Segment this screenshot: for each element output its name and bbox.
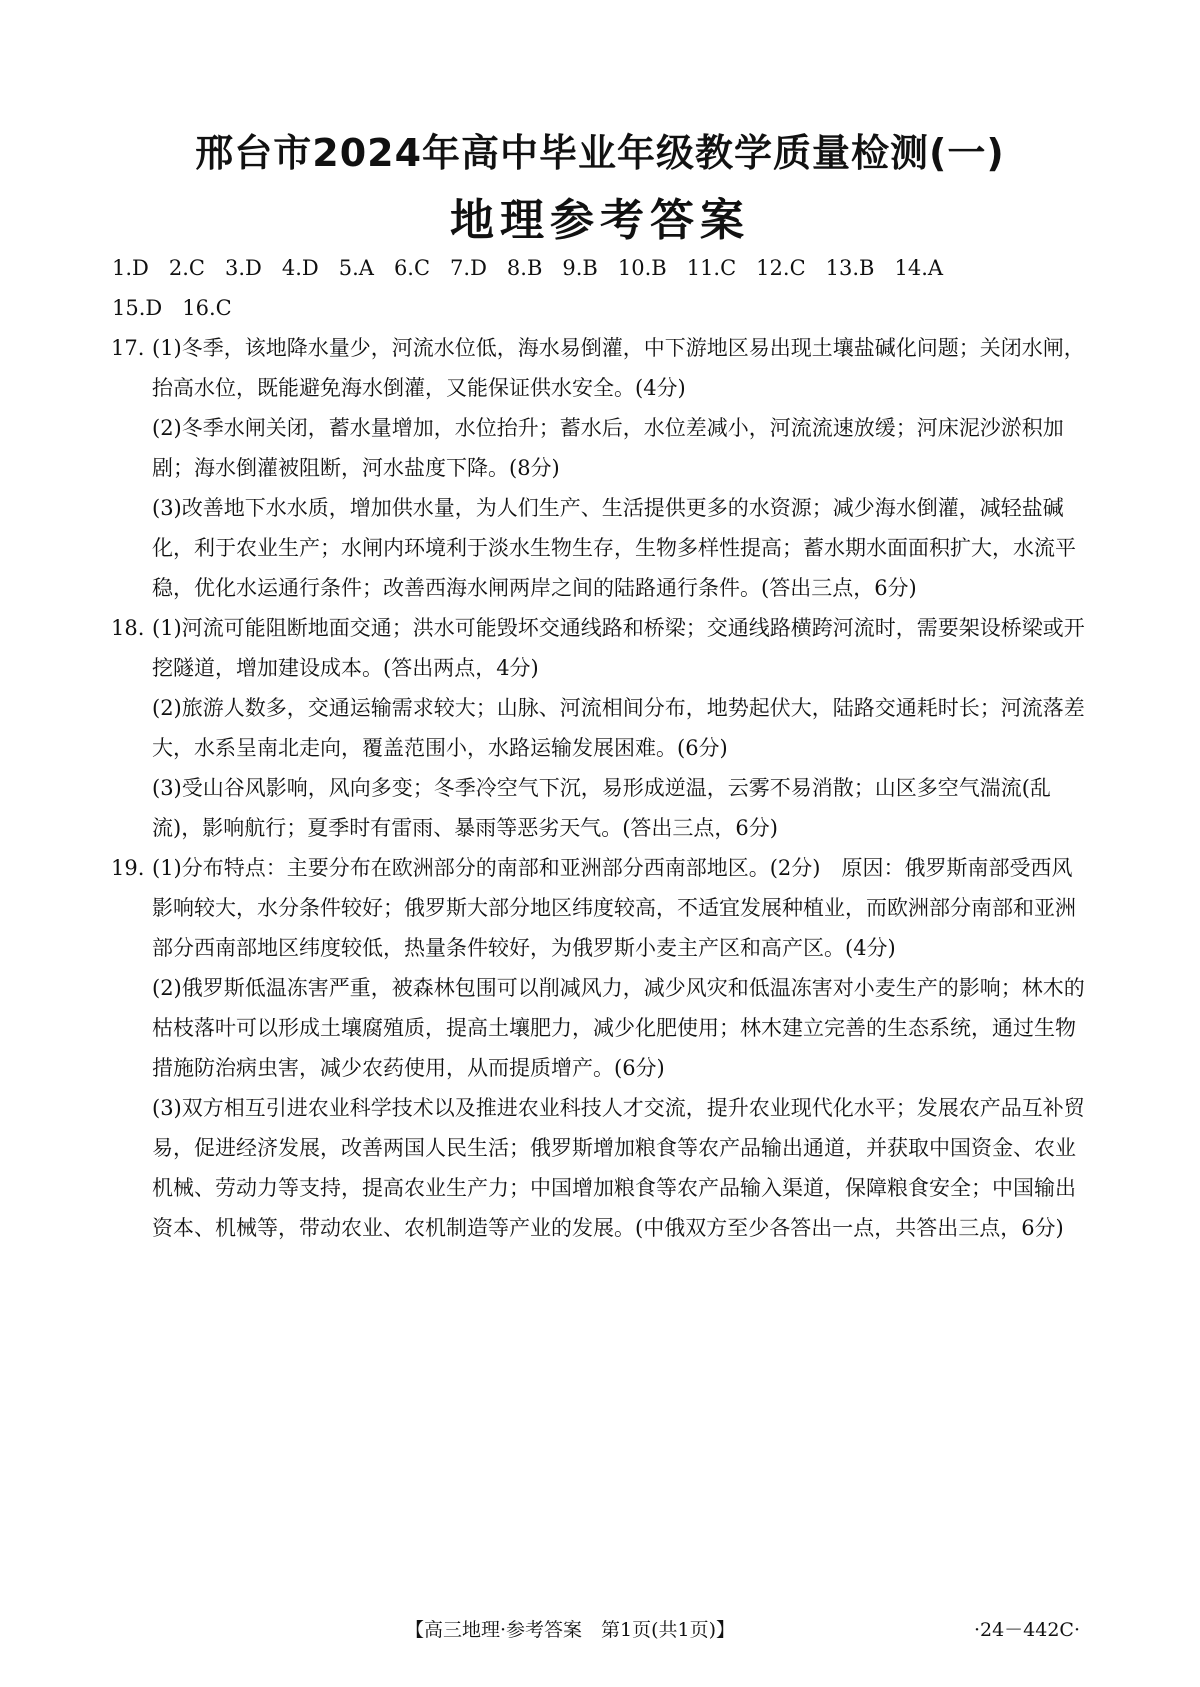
page-footer <box>0 1615 1200 1645</box>
mc-answer: 7.D <box>450 256 487 280</box>
mc-answer: 14.A <box>894 256 944 280</box>
mc-answer: 13.B <box>825 256 875 280</box>
question-number: 17. <box>111 336 145 360</box>
question-18-part-3: (3)受山谷风影响，风向多变；冬季冷空气下沉，易形成逆温，云雾不易消散；山区多空气湍流(乱流)，影响航行；夏季时有雷雨、暴雨等恶劣天气。(答出三点，6分) <box>152 776 1051 840</box>
mc-answer: 6.C <box>393 256 431 280</box>
question-18 <box>112 608 1092 848</box>
mc-answer: 9.B <box>562 256 598 280</box>
mc-answer: 2.C <box>168 256 205 280</box>
question-19-part-1: (1)分布特点：主要分布在欧洲部分的南部和亚洲部分西南部地区。(2分) 原因：俄罗斯南部受西风影响较大，水分条件较好；俄罗斯大部分地区纬度较高，不适宜发展种植业，而欧洲部分南部和亚洲部分西南部地区纬度较低，热量条件较好，为俄罗斯小麦主产区和高产区。(4分) <box>152 856 1076 960</box>
question-18-part-2: (2)旅游人数多，交通运输需求较大；山脉、河流相间分布，地势起伏大，陆路交通耗时长；河流落差大，水系呈南北走向，覆盖范围小，水路运输发展困难。(6分) <box>152 696 1085 760</box>
mc-answer: 16.C <box>182 296 232 320</box>
question-17-part-1: (1)冬季，该地降水量少，河流水位低，海水易倒灌，中下游地区易出现土壤盐碱化问题；关闭水闸，抬高水位，既能避免海水倒灌，又能保证供水安全。(4分) <box>152 336 1085 400</box>
question-number: 19. <box>111 856 145 880</box>
mc-answer: 10.B <box>617 256 667 280</box>
mc-answer: 5.A <box>338 256 374 280</box>
footer-document-code: ·24－442C· <box>973 1619 1080 1641</box>
mc-answers-row-2 <box>112 288 1092 328</box>
mc-answer: 8.B <box>506 256 543 280</box>
question-17-part-2: (2)冬季水闸关闭，蓄水量增加，水位抬升；蓄水后，水位差减小，河流流速放缓；河床泥沙淤积加剧；海水倒灌被阻断，河水盐度下降。(8分) <box>152 416 1064 480</box>
mc-answer: 3.D <box>224 256 262 280</box>
mc-answer: 11.C <box>686 256 737 280</box>
mc-answer: 4.D <box>281 256 319 280</box>
mc-answer: 1.D <box>112 256 149 280</box>
question-19 <box>112 848 1092 1248</box>
question-19-part-2: (2)俄罗斯低温冻害严重，被森林包围可以削减风力，减少风灾和低温冻害对小麦生产的影响；林木的枯枝落叶可以形成土壤腐殖质，提高土壤肥力，减少化肥使用；林木建立完善的生态系统，通过生物措施防治病虫害，减少农药使用，从而提质增产。(6分) <box>152 976 1085 1080</box>
question-18-part-1: (1)河流可能阻断地面交通；洪水可能毁坏交通线路和桥梁；交通线路横跨河流时，需要架设桥梁或开挖隧道，增加建设成本。(答出两点，4分) <box>152 616 1085 680</box>
answer-body <box>112 248 1092 1248</box>
mc-answer: 12.C <box>756 256 806 280</box>
mc-answer: 15.D <box>112 296 163 320</box>
question-17-part-3: (3)改善地下水水质，增加供水量，为人们生产、生活提供更多的水资源；减少海水倒灌，减轻盐碱化，利于农业生产；水闸内环境利于淡水生物生存，生物多样性提高；蓄水期水面面积扩大，水流平稳，优化水运通行条件；改善西海水闸两岸之间的陆路通行条件。(答出三点，6分) <box>152 496 1076 600</box>
document-subtitle: 地理参考答案 <box>450 195 750 246</box>
question-number: 18. <box>111 616 145 640</box>
question-17 <box>112 328 1092 608</box>
footer-page-info: 【高三地理·参考答案 第1页(共1页)】 <box>405 1619 736 1641</box>
document-title: 邢台市2024年高中毕业年级教学质量检测(一) <box>195 131 1005 175</box>
question-19-part-3: (3)双方相互引进农业科学技术以及推进农业科技人才交流，提升农业现代化水平；发展农产品互补贸易，促进经济发展，改善两国人民生活；俄罗斯增加粮食等农产品输出通道，并获取中国资金、农业机械、劳动力等支持，提高农业生产力；中国增加粮食等农产品输入渠道，保障粮食安全；中国输出资本、机械等，带动农业、农机制造等产业的发展。(中俄双方至少各答出一点，共答出三点，6分) <box>152 1096 1085 1240</box>
mc-answers-row-1 <box>112 248 1092 288</box>
